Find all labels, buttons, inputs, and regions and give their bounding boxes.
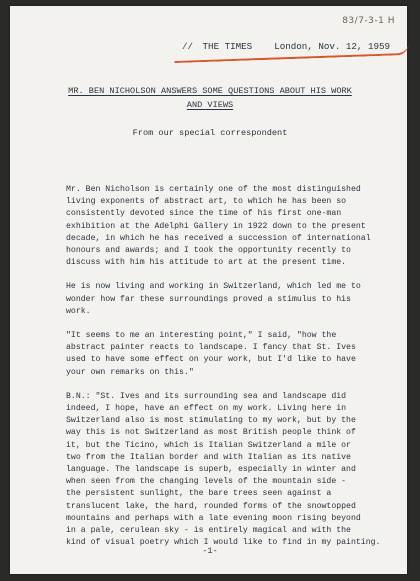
paragraph: "It seems to me an interesting point," I said, "how the abstract painter reacts to landscape. I fancy that St. Ives used to have some effect on your work, but I'd like to have your own remarks on this." bbox=[66, 331, 356, 377]
article-headline bbox=[60, 84, 360, 112]
headline-line-2: AND VIEWS bbox=[186, 100, 234, 110]
paragraph: He is now living and working in Switzerland, which led me to wonder how far these surroundings proved a stimulus to his work. bbox=[66, 282, 361, 316]
paragraph: B.N.: "St. Ives and its surrounding sea and landscape did indeed, I hope, have an effect on my work. Living here in Switzerland also is most stimulating to my work, but by the way this is not Switzerland as most British people think of it, but the Ticino, which is Italian Switzerland a mile or two from the Italian border and with Italian as its native language. The landscape is superb, especially in winter and when seen from the changing levels of the mountain side - the persistent sunlight, the bare trees seen against a translucent lake, the hard, rounded forms of the snowtopped mountains and perhaps with a late evening moon rising beyond in a pale, cerulean sky - is entirely magical and with the kind of visual poetry which I would like to find in my painting. bbox=[66, 391, 381, 548]
dateline-separator bbox=[258, 41, 269, 52]
place-date: London, Nov. 12, 1959 bbox=[274, 41, 391, 52]
headline-line-1: MR. BEN NICHOLSON ANSWERS SOME QUESTIONS ABOUT HIS WORK bbox=[68, 86, 352, 96]
archive-reference: 83/7-3-1 H bbox=[342, 16, 395, 26]
dateline bbox=[182, 41, 417, 52]
handwritten-mark: // bbox=[182, 41, 194, 52]
article-body bbox=[66, 184, 401, 561]
page-number: -1- bbox=[202, 546, 218, 556]
paragraph: Mr. Ben Nicholson is certainly one of the most distinguished living exponents of abstract art, to which he has been so consistently devoted since the time of his first one-man exhibition at the Adelphi Gallery in 1922 down to the present decade, in which he has received a succession of international honours and awards; and I took the opportunity recently to discuss with him his attitude to art at the present time. bbox=[66, 185, 371, 268]
publication-name: THE TIMES bbox=[202, 41, 253, 52]
byline: From our special correspondent bbox=[132, 128, 288, 138]
